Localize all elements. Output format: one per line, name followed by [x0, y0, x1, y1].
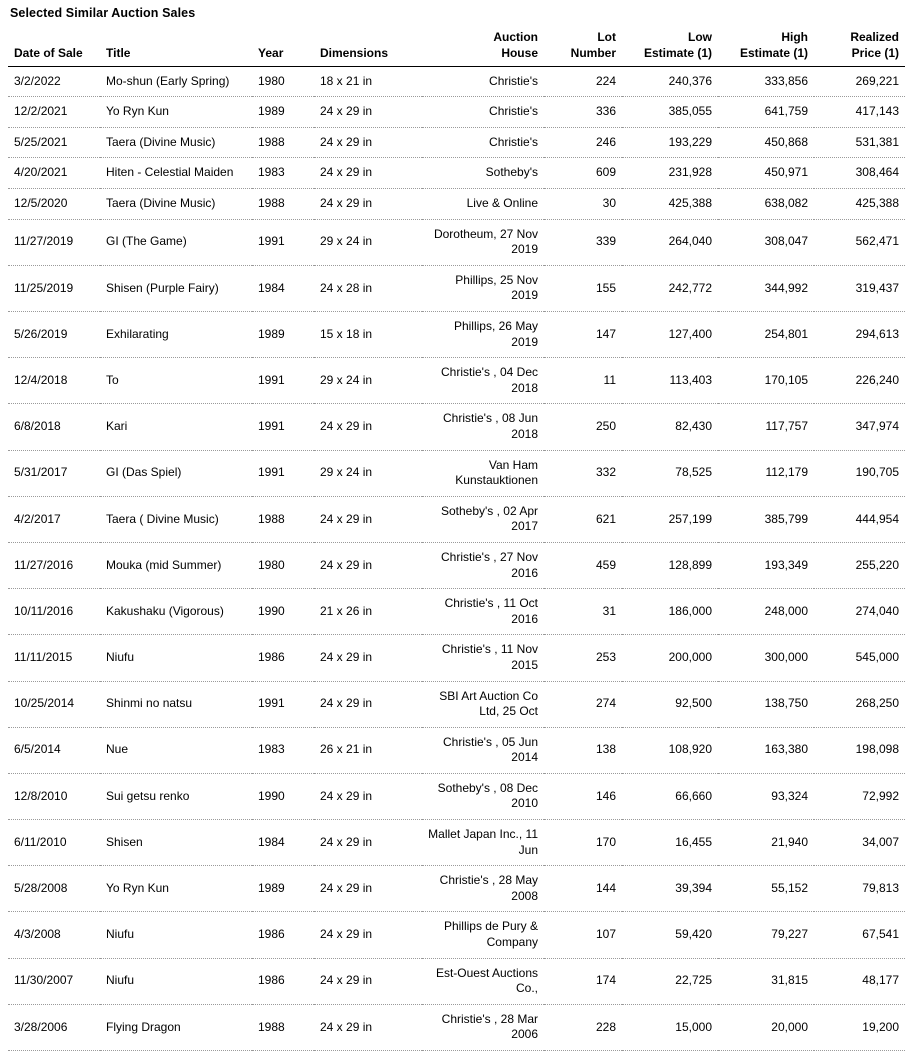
cell-title: Taera (Divine Music) [100, 189, 252, 220]
column-header-realized-price-line1: Realized [850, 30, 899, 44]
table-row [8, 912, 905, 958]
cell-low-estimate: 425,388 [622, 189, 718, 220]
cell-date-of-sale: 5/28/2008 [8, 866, 100, 912]
cell-lot-number: 174 [544, 958, 622, 1004]
cell-year: 1991 [252, 681, 314, 727]
cell-low-estimate: 128,899 [622, 542, 718, 588]
cell-dimensions: 24 x 28 in [314, 265, 422, 311]
table-row [8, 404, 905, 450]
cell-title: Mo-shun (Early Spring) [100, 66, 252, 97]
cell-realized-price: 319,437 [814, 265, 905, 311]
cell-title: Shisen [100, 820, 252, 866]
column-header-high-estimate [718, 30, 814, 66]
table-row [8, 66, 905, 97]
cell-low-estimate: 39,394 [622, 866, 718, 912]
cell-dimensions: 24 x 29 in [314, 958, 422, 1004]
cell-realized-price: 444,954 [814, 496, 905, 542]
table-row [8, 866, 905, 912]
column-header-high-estimate-line2: Estimate (1) [739, 45, 808, 60]
cell-auction-house: Live & Online [422, 189, 544, 220]
cell-lot-number: 250 [544, 404, 622, 450]
cell-date-of-sale: 12/5/2020 [8, 189, 100, 220]
cell-auction-house: Sotheby's , 02 Apr 2017 [422, 496, 544, 542]
cell-high-estimate: 193,349 [718, 542, 814, 588]
cell-year: 1983 [252, 727, 314, 773]
cell-title: Niufu [100, 912, 252, 958]
cell-date-of-sale: 3/2/2022 [8, 66, 100, 97]
cell-high-estimate: 20,000 [718, 1004, 814, 1050]
cell-lot-number: 146 [544, 773, 622, 819]
cell-year: 1990 [252, 589, 314, 635]
cell-realized-price: 34,007 [814, 820, 905, 866]
column-header-dimensions-label: Dimensions [320, 45, 389, 60]
cell-low-estimate: 92,500 [622, 681, 718, 727]
cell-year: 1989 [252, 97, 314, 128]
cell-date-of-sale: 12/8/2010 [8, 773, 100, 819]
cell-realized-price: 269,221 [814, 66, 905, 97]
column-header-year [252, 30, 314, 66]
page-title: Selected Similar Auction Sales [10, 6, 196, 20]
table-row [8, 358, 905, 404]
cell-lot-number: 138 [544, 727, 622, 773]
cell-low-estimate: 127,400 [622, 312, 718, 358]
table-row [8, 542, 905, 588]
cell-realized-price: 274,040 [814, 589, 905, 635]
cell-high-estimate: 333,856 [718, 66, 814, 97]
cell-year: 1989 [252, 312, 314, 358]
cell-realized-price: 198,098 [814, 727, 905, 773]
column-header-high-estimate-line1: High [781, 30, 808, 44]
cell-auction-house: SBI Art Auction Co Ltd, 25 Oct [422, 681, 544, 727]
cell-lot-number: 274 [544, 681, 622, 727]
cell-date-of-sale: 10/11/2016 [8, 589, 100, 635]
cell-lot-number: 459 [544, 542, 622, 588]
cell-low-estimate: 242,772 [622, 265, 718, 311]
cell-dimensions: 24 x 29 in [314, 681, 422, 727]
cell-dimensions: 29 x 24 in [314, 450, 422, 496]
cell-high-estimate: 55,152 [718, 866, 814, 912]
cell-date-of-sale: 11/25/2019 [8, 265, 100, 311]
cell-high-estimate: 300,000 [718, 635, 814, 681]
cell-lot-number: 155 [544, 265, 622, 311]
cell-dimensions: 24 x 29 in [314, 912, 422, 958]
cell-lot-number: 336 [544, 97, 622, 128]
cell-low-estimate: 264,040 [622, 219, 718, 265]
cell-dimensions: 24 x 29 in [314, 496, 422, 542]
cell-dimensions: 26 x 21 in [314, 727, 422, 773]
cell-lot-number: 31 [544, 589, 622, 635]
column-header-realized-price-line2: Price (1) [851, 45, 899, 60]
column-header-lot-number-line1: Lot [597, 30, 616, 44]
cell-low-estimate: 240,376 [622, 66, 718, 97]
table-row [8, 189, 905, 220]
cell-year: 1988 [252, 189, 314, 220]
column-header-auction-house [422, 30, 544, 66]
cell-realized-price: 72,992 [814, 773, 905, 819]
table-row [8, 97, 905, 128]
cell-year: 1991 [252, 450, 314, 496]
cell-realized-price: 347,974 [814, 404, 905, 450]
cell-year: 1988 [252, 127, 314, 158]
cell-lot-number: 246 [544, 127, 622, 158]
cell-auction-house: Christie's [422, 97, 544, 128]
table-row [8, 450, 905, 496]
cell-auction-house: Mallet Japan Inc., 11 Jun [422, 820, 544, 866]
cell-title: Yo Ryn Kun [100, 97, 252, 128]
cell-title: GI (The Game) [100, 219, 252, 265]
cell-auction-house: Christie's , 11 Nov 2015 [422, 635, 544, 681]
cell-year: 1988 [252, 496, 314, 542]
cell-year: 1986 [252, 958, 314, 1004]
column-header-dimensions [314, 30, 422, 66]
cell-dimensions: 24 x 29 in [314, 1004, 422, 1050]
cell-title: Kakushaku (Vigorous) [100, 589, 252, 635]
cell-dimensions: 24 x 29 in [314, 97, 422, 128]
cell-lot-number: 339 [544, 219, 622, 265]
cell-auction-house: Phillips, 26 May 2019 [422, 312, 544, 358]
cell-auction-house: Est-Ouest Auctions Co., [422, 958, 544, 1004]
cell-lot-number: 170 [544, 820, 622, 866]
cell-lot-number: 30 [544, 189, 622, 220]
cell-year: 1991 [252, 219, 314, 265]
cell-title: Shinmi no natsu [100, 681, 252, 727]
cell-title: Flying Dragon [100, 1004, 252, 1050]
cell-dimensions: 18 x 21 in [314, 66, 422, 97]
cell-high-estimate: 117,757 [718, 404, 814, 450]
cell-title: GI (Das Spiel) [100, 450, 252, 496]
column-header-lot-number-line2: Number [570, 45, 616, 60]
cell-lot-number: 228 [544, 1004, 622, 1050]
cell-auction-house: Phillips, 25 Nov 2019 [422, 265, 544, 311]
cell-low-estimate: 108,920 [622, 727, 718, 773]
cell-title: Sui getsu renko [100, 773, 252, 819]
cell-date-of-sale: 6/11/2010 [8, 820, 100, 866]
column-header-date-label: Date of Sale [14, 45, 83, 60]
cell-realized-price: 255,220 [814, 542, 905, 588]
cell-low-estimate: 113,403 [622, 358, 718, 404]
cell-low-estimate: 16,455 [622, 820, 718, 866]
cell-date-of-sale: 11/27/2016 [8, 542, 100, 588]
cell-realized-price: 67,541 [814, 912, 905, 958]
cell-realized-price: 531,381 [814, 127, 905, 158]
cell-dimensions: 24 x 29 in [314, 158, 422, 189]
cell-high-estimate: 93,324 [718, 773, 814, 819]
auction-sales-table [8, 30, 905, 1051]
cell-title: Yo Ryn Kun [100, 866, 252, 912]
cell-date-of-sale: 11/11/2015 [8, 635, 100, 681]
cell-year: 1984 [252, 265, 314, 311]
cell-realized-price: 19,200 [814, 1004, 905, 1050]
cell-year: 1986 [252, 912, 314, 958]
cell-date-of-sale: 10/25/2014 [8, 681, 100, 727]
cell-auction-house: Dorotheum, 27 Nov 2019 [422, 219, 544, 265]
cell-title: Nue [100, 727, 252, 773]
cell-year: 1990 [252, 773, 314, 819]
cell-dimensions: 29 x 24 in [314, 358, 422, 404]
cell-year: 1989 [252, 866, 314, 912]
table-row [8, 312, 905, 358]
cell-year: 1980 [252, 66, 314, 97]
cell-lot-number: 253 [544, 635, 622, 681]
cell-title: Niufu [100, 958, 252, 1004]
cell-dimensions: 15 x 18 in [314, 312, 422, 358]
cell-title: Taera (Divine Music) [100, 127, 252, 158]
cell-title: Shisen (Purple Fairy) [100, 265, 252, 311]
cell-title: To [100, 358, 252, 404]
cell-date-of-sale: 11/30/2007 [8, 958, 100, 1004]
cell-date-of-sale: 4/3/2008 [8, 912, 100, 958]
cell-high-estimate: 138,750 [718, 681, 814, 727]
cell-realized-price: 226,240 [814, 358, 905, 404]
cell-low-estimate: 200,000 [622, 635, 718, 681]
cell-dimensions: 24 x 29 in [314, 820, 422, 866]
cell-high-estimate: 254,801 [718, 312, 814, 358]
column-header-low-estimate-line2: Estimate (1) [643, 45, 712, 60]
cell-date-of-sale: 4/2/2017 [8, 496, 100, 542]
cell-title: Exhilarating [100, 312, 252, 358]
cell-dimensions: 24 x 29 in [314, 773, 422, 819]
cell-year: 1988 [252, 1004, 314, 1050]
cell-auction-house: Christie's , 04 Dec 2018 [422, 358, 544, 404]
cell-dimensions: 24 x 29 in [314, 542, 422, 588]
cell-title: Niufu [100, 635, 252, 681]
cell-dimensions: 24 x 29 in [314, 189, 422, 220]
cell-realized-price: 79,813 [814, 866, 905, 912]
cell-auction-house: Christie's , 05 Jun 2014 [422, 727, 544, 773]
column-header-year-label: Year [258, 45, 284, 60]
column-header-low-estimate-line1: Low [688, 30, 712, 44]
cell-dimensions: 24 x 29 in [314, 866, 422, 912]
cell-lot-number: 609 [544, 158, 622, 189]
cell-dimensions: 29 x 24 in [314, 219, 422, 265]
cell-auction-house: Phillips de Pury & Company [422, 912, 544, 958]
column-header-title-label: Title [106, 45, 131, 60]
cell-high-estimate: 344,992 [718, 265, 814, 311]
cell-auction-house: Christie's , 11 Oct 2016 [422, 589, 544, 635]
cell-date-of-sale: 6/5/2014 [8, 727, 100, 773]
table-row [8, 958, 905, 1004]
cell-high-estimate: 308,047 [718, 219, 814, 265]
table-row [8, 635, 905, 681]
cell-realized-price: 190,705 [814, 450, 905, 496]
cell-date-of-sale: 5/26/2019 [8, 312, 100, 358]
cell-low-estimate: 59,420 [622, 912, 718, 958]
column-header-auction-house-line1: Auction [493, 30, 538, 44]
column-header-realized-price [814, 30, 905, 66]
cell-date-of-sale: 5/31/2017 [8, 450, 100, 496]
cell-dimensions: 24 x 29 in [314, 404, 422, 450]
cell-high-estimate: 638,082 [718, 189, 814, 220]
cell-high-estimate: 450,971 [718, 158, 814, 189]
cell-dimensions: 24 x 29 in [314, 635, 422, 681]
cell-date-of-sale: 3/28/2006 [8, 1004, 100, 1050]
cell-lot-number: 107 [544, 912, 622, 958]
cell-realized-price: 417,143 [814, 97, 905, 128]
cell-year: 1991 [252, 404, 314, 450]
table-row [8, 219, 905, 265]
cell-lot-number: 147 [544, 312, 622, 358]
cell-dimensions: 21 x 26 in [314, 589, 422, 635]
cell-auction-house: Christie's [422, 66, 544, 97]
table-header [8, 30, 905, 66]
cell-lot-number: 332 [544, 450, 622, 496]
cell-year: 1986 [252, 635, 314, 681]
cell-lot-number: 621 [544, 496, 622, 542]
cell-high-estimate: 21,940 [718, 820, 814, 866]
table-row [8, 127, 905, 158]
cell-realized-price: 562,471 [814, 219, 905, 265]
cell-date-of-sale: 5/25/2021 [8, 127, 100, 158]
cell-high-estimate: 450,868 [718, 127, 814, 158]
cell-high-estimate: 163,380 [718, 727, 814, 773]
cell-title: Hiten - Celestial Maiden [100, 158, 252, 189]
cell-title: Kari [100, 404, 252, 450]
cell-realized-price: 545,000 [814, 635, 905, 681]
cell-year: 1980 [252, 542, 314, 588]
cell-low-estimate: 193,229 [622, 127, 718, 158]
table-row [8, 265, 905, 311]
cell-low-estimate: 78,525 [622, 450, 718, 496]
cell-low-estimate: 385,055 [622, 97, 718, 128]
table-row [8, 681, 905, 727]
cell-date-of-sale: 11/27/2019 [8, 219, 100, 265]
cell-high-estimate: 170,105 [718, 358, 814, 404]
cell-realized-price: 308,464 [814, 158, 905, 189]
table-row [8, 727, 905, 773]
cell-date-of-sale: 4/20/2021 [8, 158, 100, 189]
column-header-title [100, 30, 252, 66]
cell-lot-number: 11 [544, 358, 622, 404]
cell-low-estimate: 22,725 [622, 958, 718, 1004]
table-row [8, 158, 905, 189]
table-row [8, 496, 905, 542]
cell-dimensions: 24 x 29 in [314, 127, 422, 158]
cell-auction-house: Christie's , 08 Jun 2018 [422, 404, 544, 450]
cell-low-estimate: 82,430 [622, 404, 718, 450]
cell-low-estimate: 15,000 [622, 1004, 718, 1050]
column-header-date [8, 30, 100, 66]
cell-low-estimate: 257,199 [622, 496, 718, 542]
cell-realized-price: 268,250 [814, 681, 905, 727]
cell-auction-house: Sotheby's , 08 Dec 2010 [422, 773, 544, 819]
cell-low-estimate: 186,000 [622, 589, 718, 635]
cell-lot-number: 144 [544, 866, 622, 912]
cell-realized-price: 294,613 [814, 312, 905, 358]
cell-lot-number: 224 [544, 66, 622, 97]
cell-auction-house: Christie's [422, 127, 544, 158]
cell-low-estimate: 231,928 [622, 158, 718, 189]
table-row [8, 1004, 905, 1050]
table-row [8, 589, 905, 635]
cell-high-estimate: 79,227 [718, 912, 814, 958]
cell-high-estimate: 248,000 [718, 589, 814, 635]
cell-title: Taera ( Divine Music) [100, 496, 252, 542]
cell-year: 1991 [252, 358, 314, 404]
cell-date-of-sale: 12/2/2021 [8, 97, 100, 128]
cell-auction-house: Sotheby's [422, 158, 544, 189]
cell-high-estimate: 385,799 [718, 496, 814, 542]
cell-date-of-sale: 12/4/2018 [8, 358, 100, 404]
table-row [8, 773, 905, 819]
cell-title: Mouka (mid Summer) [100, 542, 252, 588]
cell-realized-price: 425,388 [814, 189, 905, 220]
cell-year: 1984 [252, 820, 314, 866]
cell-date-of-sale: 6/8/2018 [8, 404, 100, 450]
cell-year: 1983 [252, 158, 314, 189]
table-body [8, 66, 905, 1050]
cell-high-estimate: 112,179 [718, 450, 814, 496]
cell-auction-house: Christie's , 28 May 2008 [422, 866, 544, 912]
cell-auction-house: Van Ham Kunstauktionen [422, 450, 544, 496]
column-header-lot-number [544, 30, 622, 66]
cell-low-estimate: 66,660 [622, 773, 718, 819]
cell-high-estimate: 641,759 [718, 97, 814, 128]
column-header-auction-house-line2: House [501, 45, 538, 60]
cell-auction-house: Christie's , 27 Nov 2016 [422, 542, 544, 588]
cell-high-estimate: 31,815 [718, 958, 814, 1004]
cell-realized-price: 48,177 [814, 958, 905, 1004]
column-header-low-estimate [622, 30, 718, 66]
cell-auction-house: Christie's , 28 Mar 2006 [422, 1004, 544, 1050]
table-row [8, 820, 905, 866]
